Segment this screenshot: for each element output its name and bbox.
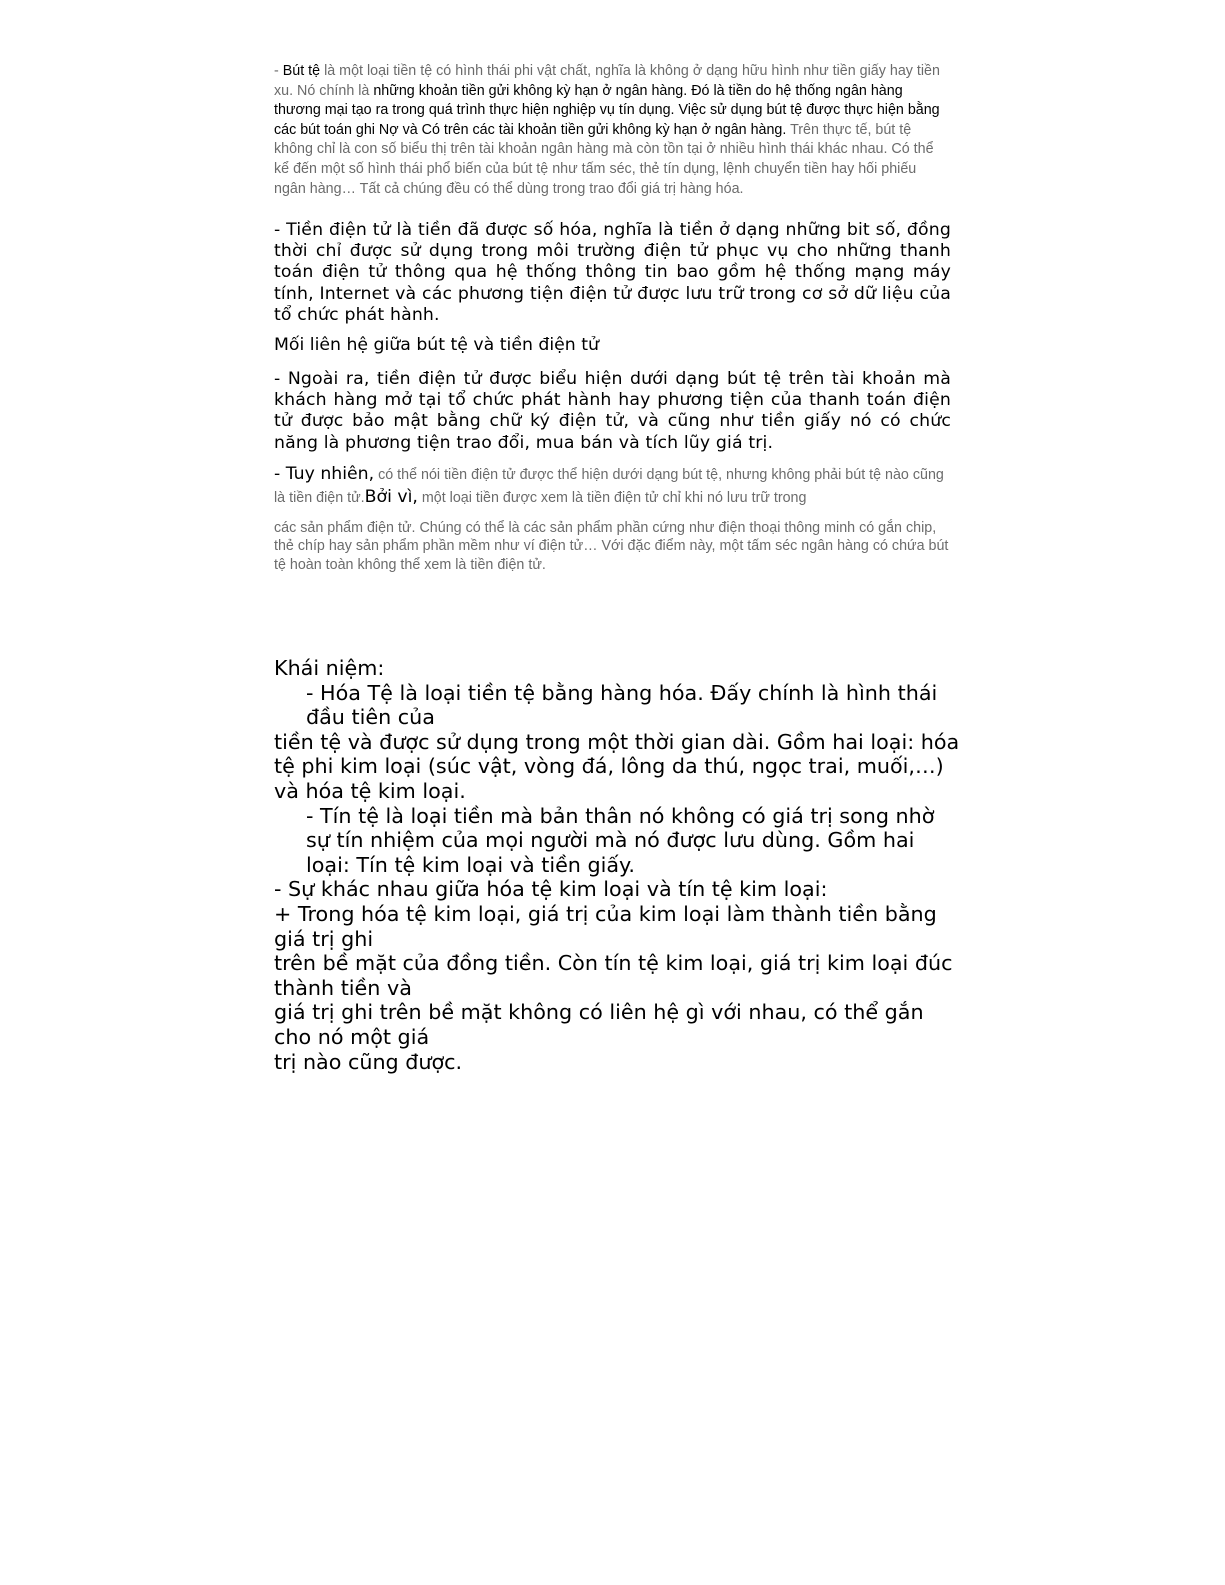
- tin-te-line: - Tín tệ là loại tiền mà bản thân nó không có giá trị song nhờ sự tín nhiệm của mọi người mà nó được lưu dùng. Gồm hai loại: Tín tệ kim loại và tiền giấy.: [306, 803, 935, 877]
- dash: -: [274, 63, 283, 79]
- hoa-te-continuation: tiền tệ và được sử dụng trong một thời gian dài. Gồm hai loại: hóa tệ phi kim loại (súc vật, vòng đá, lông da thú, ngọc trai, muối,…) và hóa tệ kim loại.: [274, 729, 960, 803]
- however-text: có thể nói tiền điện tử được thể hiện dưới dạng bút tệ, nhưng không phải bút tệ nào cũng là tiền điện tử.: [274, 467, 944, 506]
- difference-line-2: trên bề mặt của đồng tiền. Còn tín tệ kim loại, giá trị kim loại đúc thành tiền và: [274, 951, 953, 1000]
- difference-line-4: trị nào cũng được.: [274, 1049, 463, 1074]
- tien-dien-tu-paragraph: - Tiền điện tử là tiền đã được số hóa, nghĩa là tiền ở dạng những bit số, đồng thời chỉ được sử dụng trong môi trường điện tử phục vụ cho những thanh toán điện tử thông qua hệ thống thông tin bao gồm hệ thống mạng máy tính, Internet và các phương tiện điện tử được lưu trữ trong cơ sở dữ liệu của tổ chức phát hành.: [274, 220, 951, 325]
- difference-line-3: giá trị ghi trên bề mặt không có liên hệ gì với nhau, có thể gắn cho nó một giá: [274, 1000, 924, 1049]
- hoa-te-line: - Hóa Tệ là loại tiền tệ bằng hàng hóa. Đấy chính là hình thái đầu tiên của: [306, 680, 938, 730]
- relation-paragraph: - Ngoài ra, tiền điện tử được biểu hiện dưới dạng bút tệ trên tài khoản mà khách hàng mở tại tổ chức phát hành hay phương tiện của thanh toán điện tử được bảo mật bằng chữ ký điện tử, và cũng như tiền giấy nó có chức năng là phương tiện trao đổi, mua bán và tích lũy giá trị.: [274, 369, 951, 453]
- but-te-paragraph: [274, 62, 951, 199]
- concept-heading: Khái niệm:: [274, 656, 385, 680]
- however-lead: - Tuy nhiên,: [274, 464, 375, 484]
- but-te-term: Bút tệ: [282, 63, 321, 79]
- because-text: một loại tiền được xem là tiền điện tử chỉ khi nó lưu trữ trong: [417, 490, 807, 506]
- products-paragraph: các sản phẩm điện tử. Chúng có thể là các sản phẩm phần cứng như điện thoại thông minh có gắn chip, thẻ chíp hay sản phẩm phần mềm như ví điện tử… Với đặc điểm này, một tấm séc ngân hàng có chứa bút tệ hoàn toàn không thể xem là tiền điện tử.: [274, 520, 949, 573]
- section-heading: Mối liên hệ giữa bút tệ và tiền điện tử: [274, 335, 599, 355]
- but-te-forms: Trên thực tế, bút tệ không chỉ là con số biểu thị trên tài khoản ngân hàng mà còn tồn tại ở nhiều hình thái khác nhau. Có thể kể đến một số hình thái phổ biến của bút tệ như tấm séc, thẻ tín dụng, lệnh chuyển tiền hay hối phiếu ngân hàng… Tất cả chúng đều có thể dùng trong trao đổi giá trị hàng hóa.: [274, 121, 934, 197]
- difference-heading: - Sự khác nhau giữa hóa tệ kim loại và tín tệ kim loại:: [274, 877, 828, 902]
- but-te-definition: là một loại tiền tệ có hình thái phi vật chất, nghĩa là không ở dạng hữu hình như tiền giấy hay tiền xu. Nó chính là: [274, 63, 940, 99]
- however-paragraph: [274, 463, 951, 509]
- difference-line-1: + Trong hóa tệ kim loại, giá trị của kim loại làm thành tiền bằng giá trị ghi: [274, 901, 937, 951]
- because-lead: Bởi vì,: [364, 487, 418, 507]
- concept-section: [274, 656, 964, 1074]
- but-te-highlight: những khoản tiền gửi không kỳ hạn ở ngân hàng. Đó là tiền do hệ thống ngân hàng thương mại tạo ra trong quá trình thực hiện nghiệp vụ tín dụng. Việc sử dụng bút tệ được thực hiện bằng các bút toán ghi Nợ và Có trên các tài khoản tiền gửi không kỳ hạn ở ngân hàng.: [274, 82, 940, 138]
